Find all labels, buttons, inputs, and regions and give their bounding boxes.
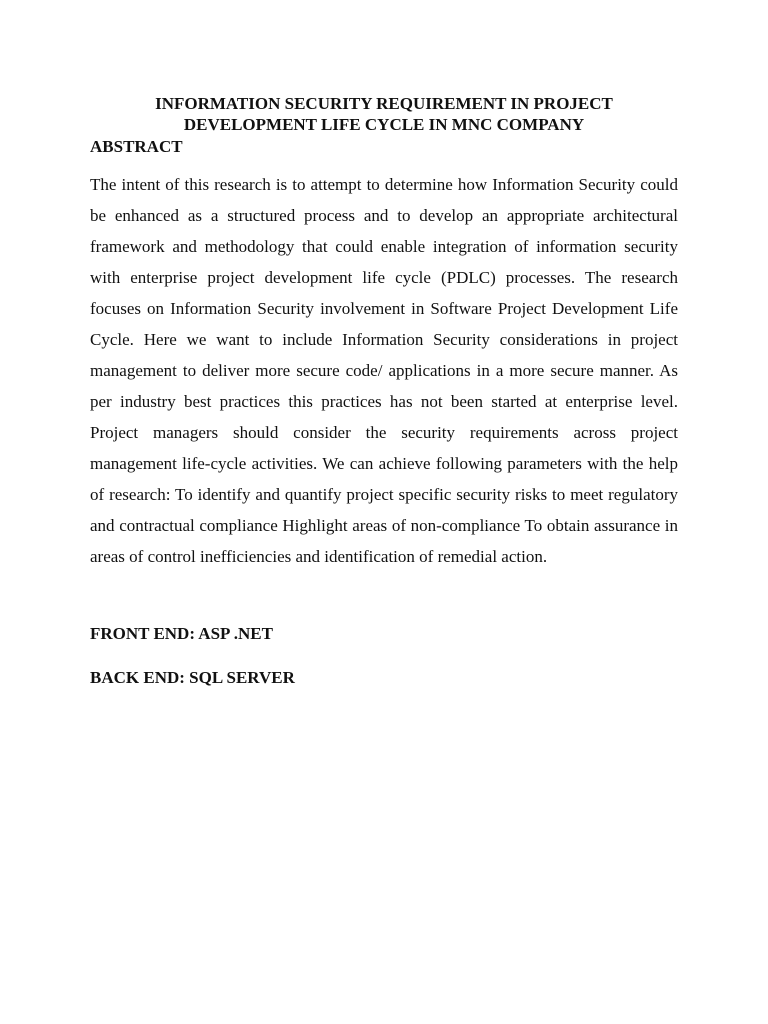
document-title: INFORMATION SECURITY REQUIREMENT IN PROJECT DEVELOPMENT LIFE CYCLE IN MNC COMPANY [155,94,613,134]
abstract-body: The intent of this research is to attempt to determine how Information Security could be enhanced as a structured process and to develop an appropriate architectural framework and methodology that could enable integration of information security with enterprise project development life cycle (PDLC) processes. The research focuses on Information Security involvement in Software Project Development Life Cycle. Here we want to include Information Security considerations in project management to deliver more secure code/ applications in a more secure manner. As per industry best practices this practices has not been started at enterprise level. Project managers should consider the security requirements across project management life-cycle activities. We can achieve following parameters with the help of research: To identify and quantify project specific security risks to meet regulatory and contractual compliance Highlight areas of non-compliance To obtain assurance in areas of control inefficiencies and identification of remedial action. [90,175,678,566]
back-end-line: BACK END: SQL SERVER [90,668,295,687]
front-end-line: FRONT END: ASP .NET [90,624,273,643]
abstract-heading: ABSTRACT [90,137,183,156]
